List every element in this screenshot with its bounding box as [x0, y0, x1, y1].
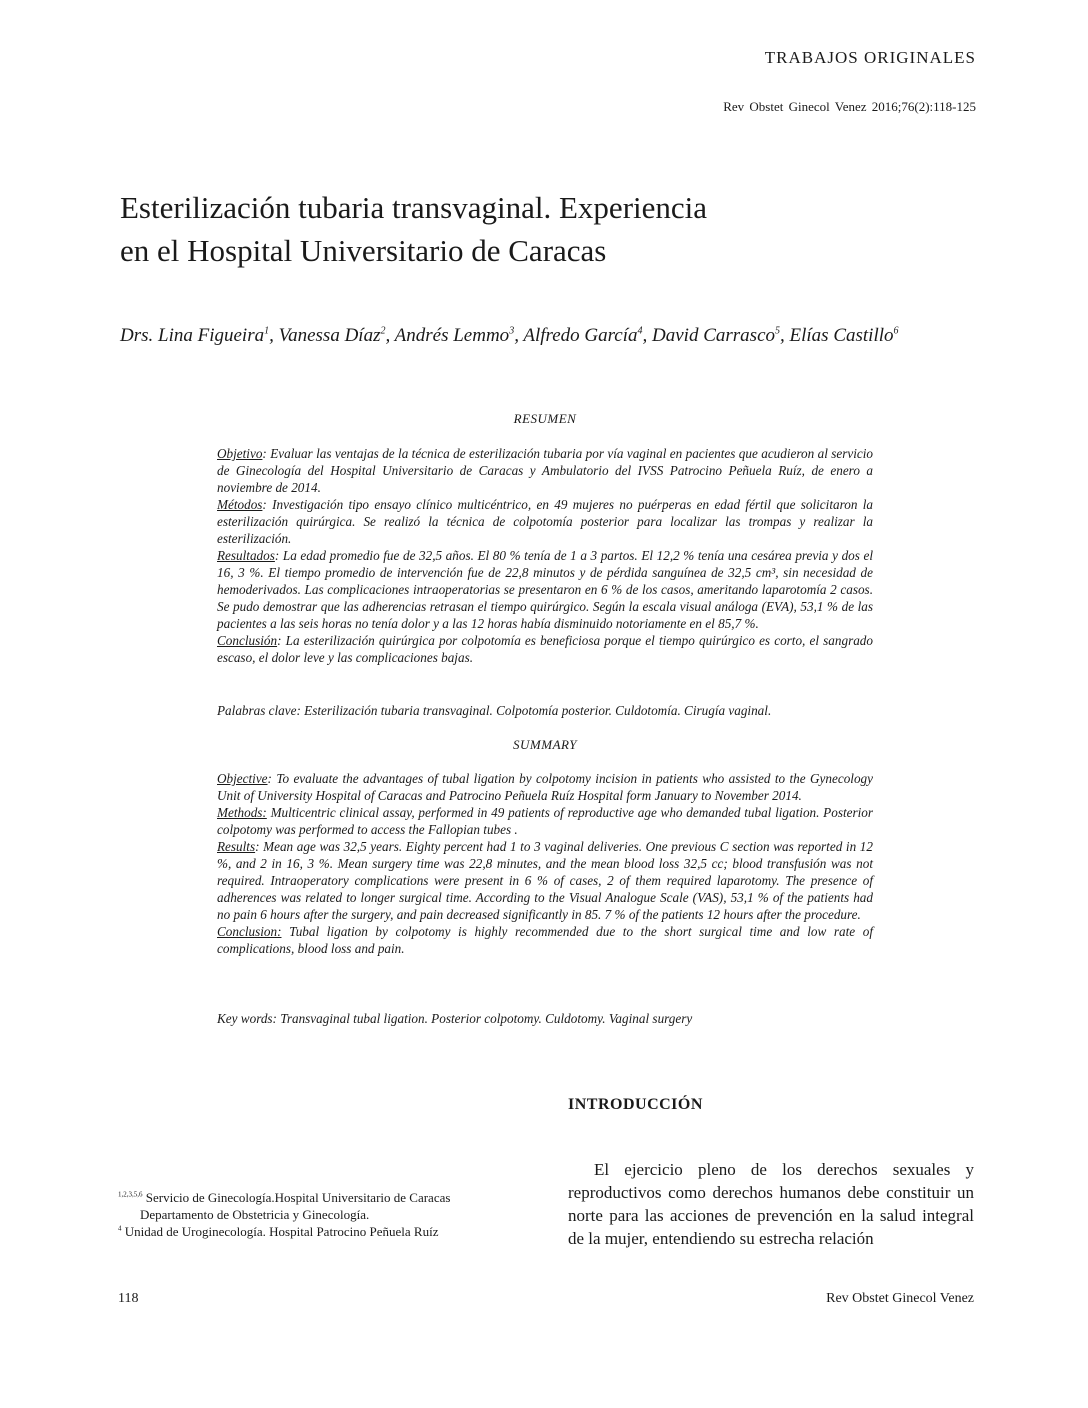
- footnote-text: Unidad de Uroginecología. Hospital Patrocino Peñuela Ruíz: [121, 1224, 439, 1239]
- author-name: Andrés Lemmo: [394, 325, 510, 346]
- footnote-marker: 1,2,3,5,6: [118, 1190, 143, 1199]
- label-methods: Methods:: [217, 805, 267, 820]
- author-affiliation: 3: [509, 325, 515, 337]
- objective-text: : To evaluate the advantages of tubal ligation by colpotomy incision in patients who assisted to the Gynecology Unit of University Hospital of Caracas and Patrocino Peñuela Ruíz Hospital form January to November 2014.: [217, 771, 873, 803]
- resumen-heading: RESUMEN: [513, 411, 577, 426]
- page-number: 118: [118, 1291, 139, 1306]
- footnote-marker: 4: [118, 1224, 122, 1233]
- author-affiliation: 4: [637, 325, 643, 337]
- metodos-text: : Investigación tipo ensayo clínico multicéntrico, en 49 mujeres no puérperas en edad fértil que solicitaron la esterilización quirúrgica. Se realizó la técnica de colpotomía posterior para localizar las trompas y realizar la esterilización.: [217, 497, 873, 546]
- resumen-metodos: [217, 496, 873, 547]
- title-line-2: en el Hospital Universitario de Caracas: [120, 233, 607, 268]
- author-name: Vanessa Díaz: [278, 325, 381, 346]
- conclusion-text: : La esterilización quirúrgica por colpotomía es beneficiosa porque el tiempo quirúrgico es corto, el sangrado escaso, el dolor leve y las complicaciones bajas.: [217, 633, 873, 665]
- label-objective: Objective: [217, 771, 268, 786]
- label-conclusion-en: Conclusion:: [217, 924, 282, 939]
- author-affiliation: 1: [264, 325, 270, 337]
- article-title: [120, 186, 880, 272]
- summary-heading: SUMMARY: [513, 737, 577, 752]
- results-text: : Mean age was 32,5 years. Eighty percent had 1 to 3 vaginal deliveries. One previous C section was reported in 12 %, and 2 in 16, 3 %. Mean surgery time was 22,8 minutes, and the mean blood loss 32,5 cc; blood transfusión was not required. Intraoperatory complications were present in 6 % of cases, 2 of them required laparotomy. The presence of adherences was related to longer surgical time. According to the Visual Analogue Scale (VAS), 53,1 % of the patients had no pain 6 hours after the surgery, and pain decreased significantly in 85. 7 % of the patients 12 hours after the procedure.: [217, 839, 873, 922]
- label-results: Results: [217, 839, 256, 854]
- summary-results: [217, 838, 873, 923]
- summary-objective: [217, 770, 873, 804]
- summary-conclusion: [217, 923, 873, 957]
- author-affiliation: 5: [775, 325, 781, 337]
- author-name: David Carrasco: [652, 325, 776, 346]
- title-line-1: Esterilización tubaria transvaginal. Experiencia: [120, 190, 708, 225]
- journal-citation: Rev Obstet Ginecol Venez 2016;76(2):118-125: [723, 99, 976, 114]
- label-metodos: Métodos: [217, 497, 263, 512]
- introduccion-text: El ejercicio pleno de los derechos sexuales y reproductivos como derechos humanos debe constituir un norte para las acciones de prevención en la salud integral de la mujer, entendiendo su estrecha relación: [568, 1160, 974, 1248]
- footnote-text: Servicio de Ginecología.Hospital Universitario de Caracas: [142, 1190, 451, 1205]
- label-conclusion: Conclusión: [217, 633, 278, 648]
- resultados-text: : La edad promedio fue de 32,5 años. El 80 % tenía de 1 a 3 partos. El 12,2 % tenía una cesárea previa y dos el 16, 3 %. El tiempo promedio de intervención fue de 22,8 minutos y de pérdida sanguínea de 32,5 cm³, sin necesidad de hemoderivados. Las complicaciones intraoperatorias se presentaron en 6 % de los casos, ameritando laparotomía 2 casos. Se pudo demostrar que las adherencias retrasan el tiempo quirúrgico. Según la escala visual análoga (EVA), 53,1 % de las pacientes a las seis horas no tenía dolor y a las 12 horas había disminuido notoriamente en el 85,7 %.: [217, 548, 873, 631]
- resumen-conclusion: [217, 632, 873, 666]
- section-label: TRABAJOS ORIGINALES: [764, 48, 976, 67]
- summary-body: [217, 770, 873, 957]
- author-name: Alfredo García: [523, 325, 638, 346]
- conclusion-en-text: Tubal ligation by colpotomy is highly recommended due to the short surgical time and low rate of complications, blood loss and pain.: [217, 924, 873, 956]
- author-list: Drs. Lina Figueira$^1$, Vanessa Díaz$^2$, Andrés Lemmo$^3$, Alfredo García$^4$, David Carrasco$^5$, Elías Castillo$^6$: [120, 325, 899, 346]
- affiliations-footnotes: [118, 1189, 548, 1240]
- journal-footer: Rev Obstet Ginecol Venez: [826, 1291, 974, 1306]
- footnote-line: Departamento de Obstetricia y Ginecología.: [140, 1207, 370, 1222]
- label-objetivo: Objetivo: [217, 446, 263, 461]
- resumen-objetivo: [217, 445, 873, 496]
- resumen-body: [217, 445, 873, 666]
- introduccion-heading: INTRODUCCIÓN: [568, 1096, 703, 1113]
- author-affiliation: 6: [893, 325, 899, 337]
- summary-keywords: Key words: Transvaginal tubal ligation. Posterior colpotomy. Culdotomy. Vaginal surgery: [217, 1011, 693, 1026]
- author-name: Elías Castillo: [789, 325, 894, 346]
- methods-text: Multicentric clinical assay, performed in 49 patients of reproductive age who demanded tubal ligation. Posterior colpotomy was performed to access the Fallopian tubes .: [217, 805, 873, 837]
- objetivo-text: : Evaluar las ventajas de la técnica de esterilización tubaria por vía vaginal en pacientes que acudieron al servicio de Ginecología del Hospital Universitario de Caracas y Ambulatorio del IVSS Patrocino Peñuela Ruíz, de enero a noviembre de 2014.: [217, 446, 873, 495]
- label-resultados: Resultados: [217, 548, 275, 563]
- resumen-resultados: [217, 547, 873, 632]
- resumen-keywords: Palabras clave: Esterilización tubaria transvaginal. Colpotomía posterior. Culdotomía. Cirugía vaginal.: [217, 703, 772, 718]
- summary-methods: [217, 804, 873, 838]
- footnote-line: [118, 1189, 548, 1206]
- author-name: Lina Figueira: [158, 325, 265, 346]
- footnote-line: [118, 1223, 548, 1240]
- author-affiliation: 2: [380, 325, 386, 337]
- authors-prefix: Drs.: [120, 325, 154, 346]
